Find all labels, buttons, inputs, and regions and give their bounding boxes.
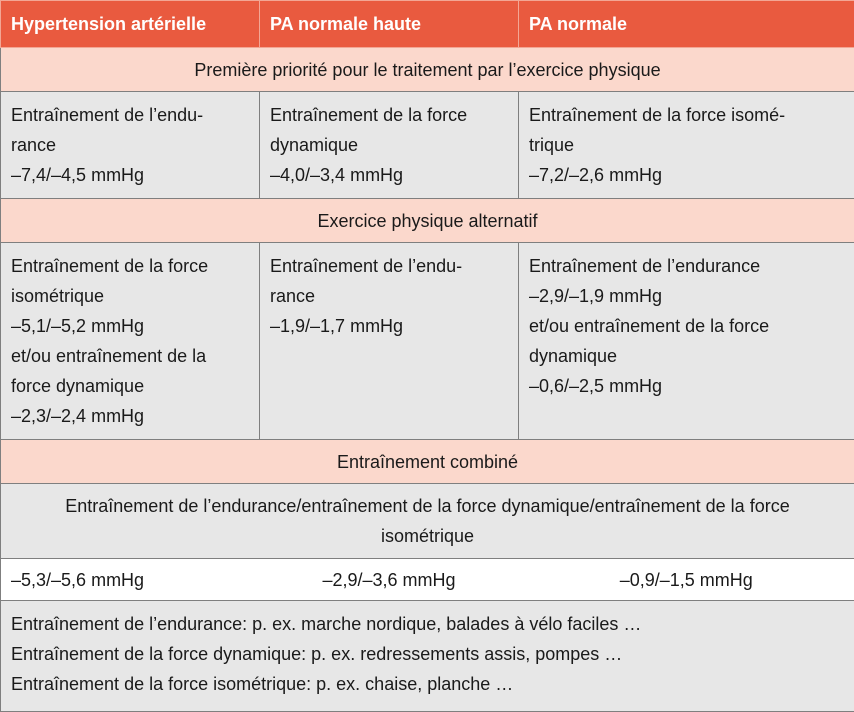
- cell-alternative-normale-haute: [260, 243, 519, 440]
- section-title: Exercice physique alternatif: [1, 199, 854, 243]
- cell-line: force dynamique: [11, 371, 249, 401]
- cell-value: –7,2/–2,6 mmHg: [529, 160, 844, 190]
- note-endurance: Entraînement de l’endurance: p. ex. marche nordique, balades à vélo faciles …: [11, 609, 844, 639]
- section-title: Première priorité pour le traitement par l’exercice physique: [1, 48, 854, 92]
- cell-line: rance: [270, 281, 508, 311]
- combined-value-hypertension: –5,3/–5,6 mmHg: [1, 559, 260, 601]
- section-title: Entraînement combiné: [1, 440, 854, 484]
- cell-line: dynamique: [529, 341, 844, 371]
- note-force-dynamique: Entraînement de la force dynamique: p. ex. redressements assis, pompes …: [11, 639, 844, 669]
- header-hypertension: Hypertension artérielle: [1, 1, 260, 48]
- notes: [1, 601, 854, 712]
- section-first-priority: [1, 48, 854, 92]
- cell-value: –2,3/–2,4 mmHg: [11, 401, 249, 431]
- cell-line: Entraînement de la force: [270, 100, 508, 130]
- cell-line: rance: [11, 130, 249, 160]
- cell-line: et/ou entraînement de la: [11, 341, 249, 371]
- cell-first-priority-normale-haute: [260, 92, 519, 199]
- combined-line: isométrique: [11, 521, 844, 551]
- header-row: [1, 1, 854, 48]
- combined-value-normale-haute: –2,9/–3,6 mmHg: [260, 559, 519, 601]
- cell-value: –1,9/–1,7 mmHg: [270, 311, 508, 341]
- cell-line: trique: [529, 130, 844, 160]
- notes-row: [1, 601, 854, 712]
- section-combined: [1, 440, 854, 484]
- cell-line: Entraînement de la force isomé-: [529, 100, 844, 130]
- cell-line: Entraînement de l’endu-: [270, 251, 508, 281]
- combined-line: Entraînement de l’endurance/entraînement de la force dynamique/entraînement de la force: [11, 491, 844, 521]
- cell-line: Entraînement de l’endurance: [529, 251, 844, 281]
- cell-value: –4,0/–3,4 mmHg: [270, 160, 508, 190]
- cell-line: Entraînement de l’endu-: [11, 100, 249, 130]
- cell-value: –5,1/–5,2 mmHg: [11, 311, 249, 341]
- header-pa-normale-haute: PA normale haute: [260, 1, 519, 48]
- combined-description-row: [1, 484, 854, 559]
- cell-line: isométrique: [11, 281, 249, 311]
- cell-value: –7,4/–4,5 mmHg: [11, 160, 249, 190]
- header-pa-normale: PA normale: [519, 1, 854, 48]
- cell-line: Entraînement de la force: [11, 251, 249, 281]
- note-force-isometrique: Entraînement de la force isométrique: p. ex. chaise, planche …: [11, 669, 844, 699]
- combined-values-row: [1, 559, 854, 601]
- cell-value: –2,9/–1,9 mmHg: [529, 281, 844, 311]
- cell-line: et/ou entraînement de la force: [529, 311, 844, 341]
- cell-alternative-normale: [519, 243, 854, 440]
- cell-first-priority-normale: [519, 92, 854, 199]
- cell-first-priority-hypertension: [1, 92, 260, 199]
- alternative-row: [1, 243, 854, 440]
- first-priority-row: [1, 92, 854, 199]
- combined-description: [1, 484, 854, 559]
- cell-line: dynamique: [270, 130, 508, 160]
- combined-value-normale: –0,9/–1,5 mmHg: [519, 559, 854, 601]
- cell-alternative-hypertension: [1, 243, 260, 440]
- cell-value: –0,6/–2,5 mmHg: [529, 371, 844, 401]
- section-alternative: [1, 199, 854, 243]
